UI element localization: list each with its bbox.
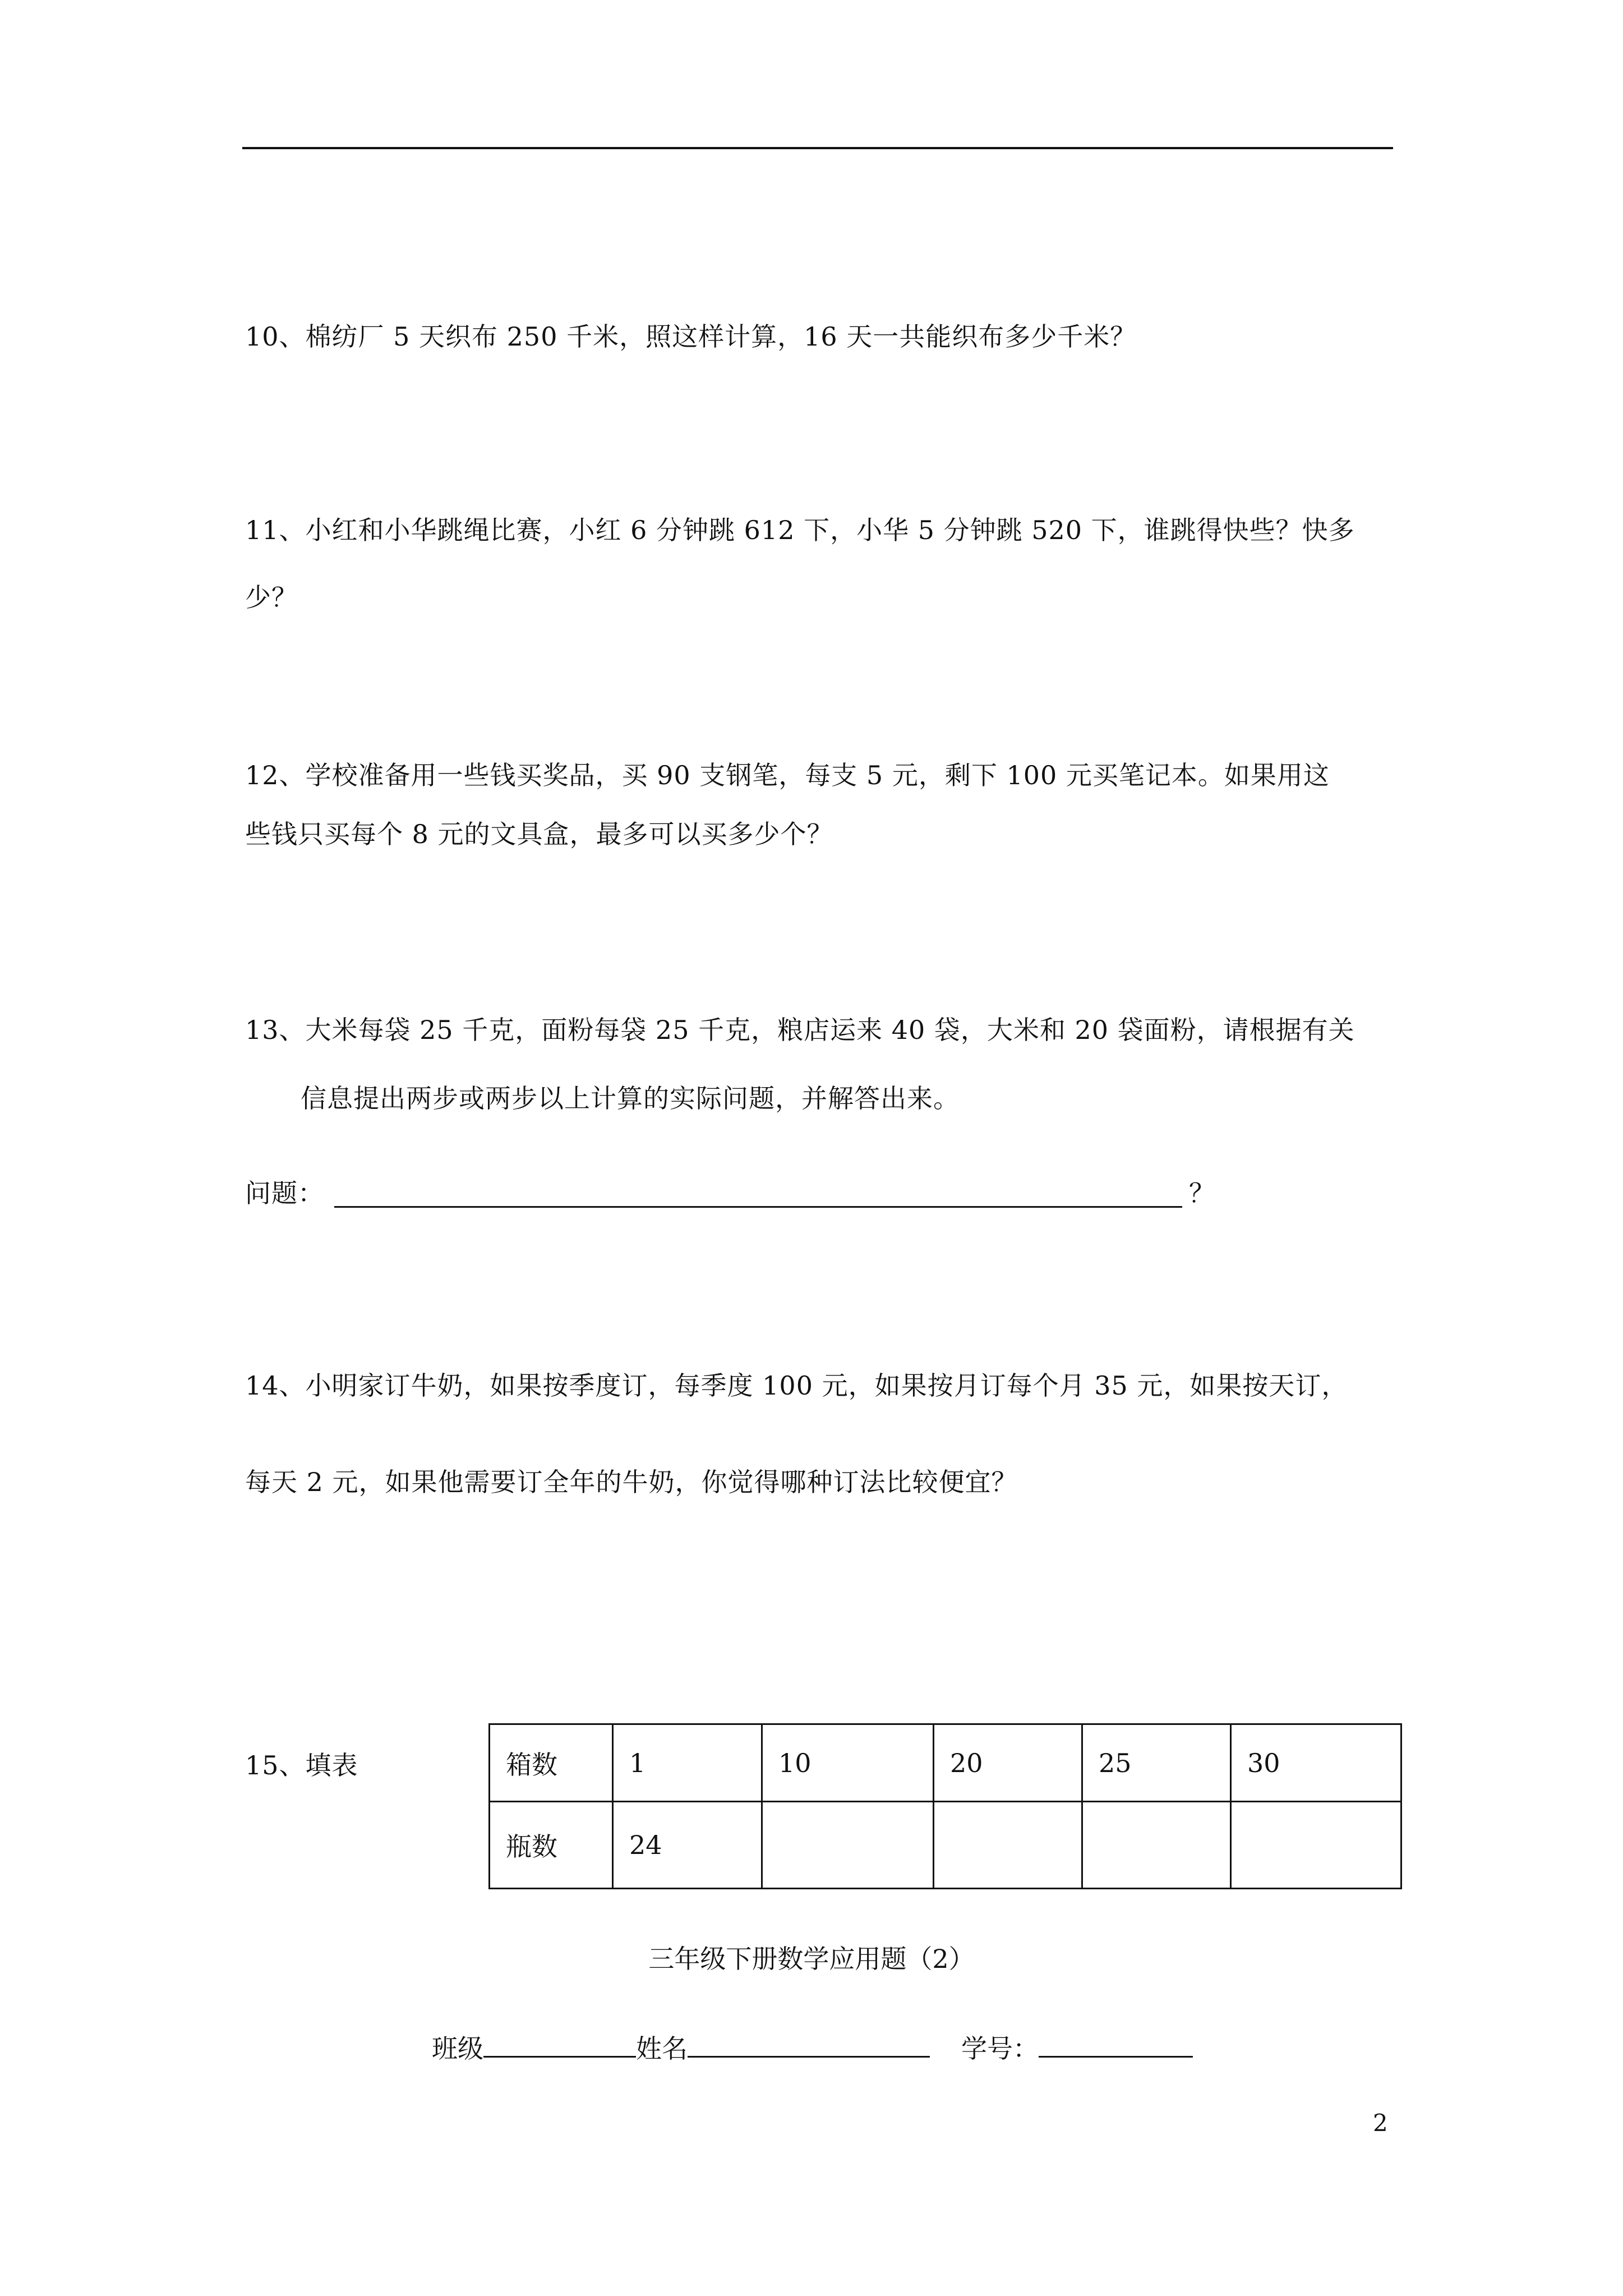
table-cell: 24 [613,1802,762,1889]
class-field[interactable] [483,2029,636,2058]
question-15-label: 15、填表 [245,1750,358,1780]
question-11-line-2: 少？ [245,582,298,613]
table-cell: 1 [613,1724,762,1802]
name-label: 姓名 [636,2033,688,2064]
table-cell: 10 [762,1724,934,1802]
page-number: 2 [1373,2109,1388,2137]
question-11-line-1: 11、小红和小华跳绳比赛，小红 6 分钟跳 612 下，小华 5 分钟跳 520 下，谁跳得快些？快多 [245,515,1355,545]
table-cell: 20 [934,1724,1082,1802]
table-answer-cell[interactable] [934,1802,1082,1889]
fill-table [488,1723,1402,1889]
student-info-row [432,2029,1193,2065]
table-answer-cell[interactable] [1082,1802,1231,1889]
question-14-line-1: 14、小明家订牛奶，如果按季度订，每季度 100 元，如果按月订每个月 35 元，如果按天订， [245,1370,1348,1401]
table-row [490,1724,1401,1802]
table-cell: 箱数 [490,1724,613,1802]
table-row [490,1802,1401,1889]
footer-title: 三年级下册数学应用题（2） [648,1944,975,1974]
question-13-label: 问题： [245,1178,324,1208]
question-13-answer-blank[interactable] [334,1206,1182,1208]
table-cell: 25 [1082,1724,1231,1802]
question-12-line-1: 12、学校准备用一些钱买奖品，买 90 支钢笔，每支 5 元，剩下 100 元买笔记本。如果用这 [245,760,1330,790]
question-14-line-2: 每天 2 元，如果他需要订全年的牛奶，你觉得哪种订法比较便宜？ [245,1467,1018,1497]
student-no-field[interactable] [1039,2029,1193,2058]
table-cell: 瓶数 [490,1802,613,1889]
question-13-line-1: 13、大米每袋 25 千克，面粉每袋 25 千克，粮店运来 40 袋，大米和 20 袋面粉，请根据有关 [245,1015,1355,1045]
question-12-line-2: 些钱只买每个 8 元的文具盒，最多可以买多少个？ [245,819,833,849]
student-no-label: 学号： [961,2033,1039,2064]
table-answer-cell[interactable] [762,1802,934,1889]
header-rule [242,147,1393,149]
table-answer-cell[interactable] [1231,1802,1401,1889]
question-10-line-1: 10、棉纺厂 5 天织布 250 千米，照这样计算，16 天一共能织布多少千米？ [245,321,1137,352]
question-13-line-2: 信息提出两步或两步以上计算的实际问题，并解答出来。 [301,1083,960,1114]
table-cell: 30 [1231,1724,1401,1802]
name-field[interactable] [688,2029,930,2058]
class-label: 班级 [432,2033,483,2064]
question-13-mark: ？ [1189,1178,1215,1208]
